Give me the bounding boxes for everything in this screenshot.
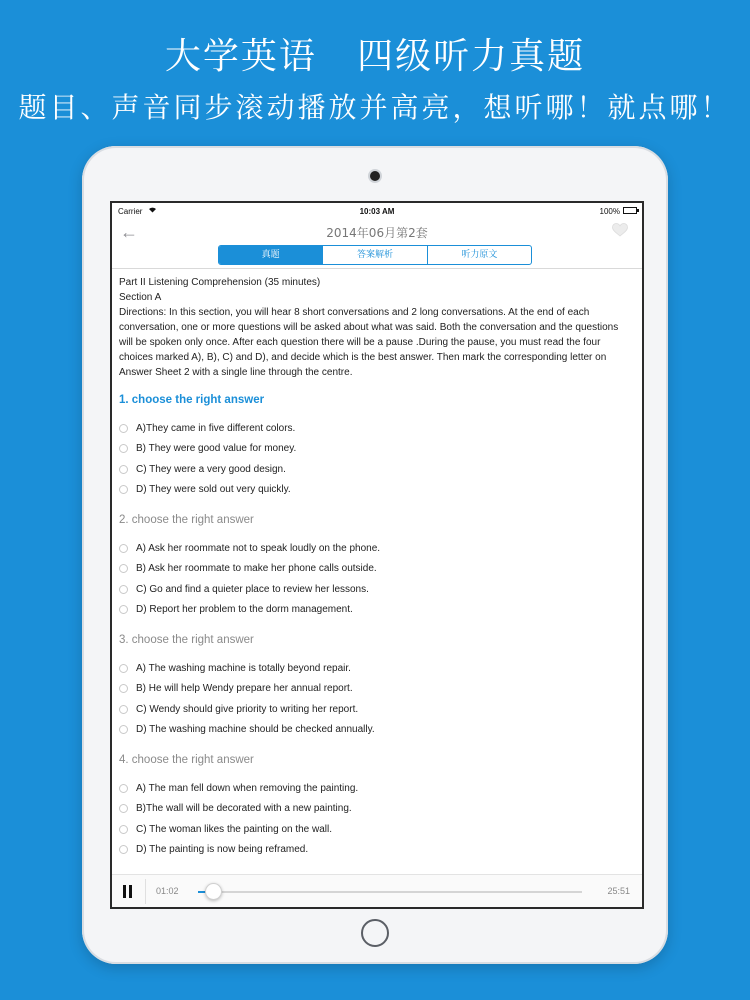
- radio-button[interactable]: [119, 465, 128, 474]
- option-text: D) They were sold out very quickly.: [136, 484, 291, 496]
- home-button[interactable]: [361, 919, 389, 947]
- question-content[interactable]: [119, 275, 631, 873]
- answer-option[interactable]: [119, 679, 631, 700]
- progress-slider[interactable]: [198, 891, 582, 893]
- answer-option[interactable]: [119, 699, 631, 720]
- answer-option[interactable]: [119, 658, 631, 679]
- radio-button[interactable]: [119, 485, 128, 494]
- option-text: C) Wendy should give priority to writing her report.: [136, 703, 359, 715]
- radio-button[interactable]: [119, 825, 128, 834]
- pause-icon[interactable]: [123, 885, 133, 898]
- answer-option[interactable]: [119, 480, 631, 501]
- nav-bar: [112, 219, 642, 269]
- radio-button[interactable]: [119, 564, 128, 573]
- tab-bar: [218, 245, 532, 265]
- question-item: [119, 754, 631, 860]
- option-text: B) He will help Wendy prepare her annual report.: [136, 683, 353, 695]
- total-time: 25:51: [607, 886, 630, 896]
- radio-button[interactable]: [119, 424, 128, 433]
- radio-button[interactable]: [119, 784, 128, 793]
- battery-percent: 100%: [599, 207, 620, 216]
- answer-option[interactable]: [119, 799, 631, 820]
- radio-button[interactable]: [119, 444, 128, 453]
- promo-title: 大学英语 四级听力真题: [164, 36, 586, 77]
- question-title[interactable]: 1. choose the right answer: [119, 394, 265, 406]
- answer-option[interactable]: [119, 720, 631, 741]
- audio-player: [112, 874, 642, 908]
- radio-button[interactable]: [119, 705, 128, 714]
- option-text: C) The woman likes the painting on the wall.: [136, 823, 333, 835]
- heart-icon[interactable]: [612, 223, 628, 237]
- carrier-label: Carrier: [118, 207, 143, 216]
- app-screen: [110, 201, 644, 909]
- tab-transcript[interactable]: 听力原文: [427, 246, 531, 264]
- back-arrow-icon[interactable]: ←: [120, 222, 138, 242]
- answer-option[interactable]: [119, 819, 631, 840]
- question-title[interactable]: 2. choose the right answer: [119, 514, 254, 526]
- option-text: A) The man fell down when removing the painting.: [136, 782, 359, 794]
- question-title[interactable]: 4. choose the right answer: [119, 754, 254, 766]
- answer-option[interactable]: [119, 559, 631, 580]
- option-text: A) Ask her roommate not to speak loudly on the phone.: [136, 542, 381, 554]
- nav-divider: [112, 268, 642, 269]
- elapsed-time: 01:02: [156, 886, 179, 896]
- question-item: [119, 514, 631, 620]
- tab-questions[interactable]: 真题: [219, 246, 322, 264]
- player-divider: [145, 879, 146, 904]
- option-text: C) Go and find a quieter place to review her lessons.: [136, 583, 369, 595]
- radio-button[interactable]: [119, 544, 128, 553]
- page-title: 2014年06月第2套: [326, 226, 428, 240]
- option-text: B) Ask her roommate to make her phone calls outside.: [136, 563, 377, 575]
- answer-option[interactable]: [119, 579, 631, 600]
- radio-button[interactable]: [119, 664, 128, 673]
- instructions-block: [119, 275, 631, 380]
- section-heading: Section A: [119, 292, 162, 303]
- ipad-frame: [82, 146, 668, 964]
- status-bar: [112, 203, 642, 219]
- option-text: D) The washing machine should be checked annually.: [136, 724, 375, 736]
- tab-answers[interactable]: 答案解析: [322, 246, 426, 264]
- status-time: 10:03 AM: [359, 207, 395, 216]
- question-item: [119, 394, 631, 500]
- camera-dot: [370, 171, 380, 181]
- answer-option[interactable]: [119, 418, 631, 439]
- promo-subtitle: 题目、声音同步滚动播放并高亮，想听哪！就点哪！: [18, 91, 732, 124]
- radio-button[interactable]: [119, 845, 128, 854]
- option-text: A) The washing machine is totally beyond repair.: [136, 662, 351, 674]
- option-text: D) The painting is now being reframed.: [136, 844, 309, 856]
- answer-option[interactable]: [119, 778, 631, 799]
- answer-option[interactable]: [119, 538, 631, 559]
- radio-button[interactable]: [119, 725, 128, 734]
- slider-thumb[interactable]: [205, 883, 222, 900]
- option-text: A)They came in five different colors.: [136, 422, 296, 434]
- answer-option[interactable]: [119, 439, 631, 460]
- radio-button[interactable]: [119, 585, 128, 594]
- option-text: B)The wall will be decorated with a new painting.: [136, 803, 352, 815]
- radio-button[interactable]: [119, 804, 128, 813]
- part-heading: Part II Listening Comprehension (35 minutes): [119, 277, 321, 288]
- directions-text: Directions: In this section, you will hear 8 short conversations and 2 long conversations. At the end of each conversation, one or more questions will be asked about what was said. Both the conversation and the questions will be spoken only once. After each question there will be a pause .During the pause, you must read the four choices marked A), B), C) and D), and decide which is the best answer. Then mark the corresponding letter on Answer Sheet 2 with a single line through the centre.: [119, 307, 619, 378]
- option-text: D) Report her problem to the dorm management.: [136, 604, 353, 616]
- radio-button[interactable]: [119, 684, 128, 693]
- answer-option[interactable]: [119, 840, 631, 861]
- question-item: [119, 634, 631, 740]
- answer-option[interactable]: [119, 459, 631, 480]
- radio-button[interactable]: [119, 605, 128, 614]
- option-text: B) They were good value for money.: [136, 443, 297, 455]
- option-text: C) They were a very good design.: [136, 463, 286, 475]
- question-title[interactable]: 3. choose the right answer: [119, 634, 254, 646]
- battery-icon: [623, 207, 637, 214]
- answer-option[interactable]: [119, 600, 631, 621]
